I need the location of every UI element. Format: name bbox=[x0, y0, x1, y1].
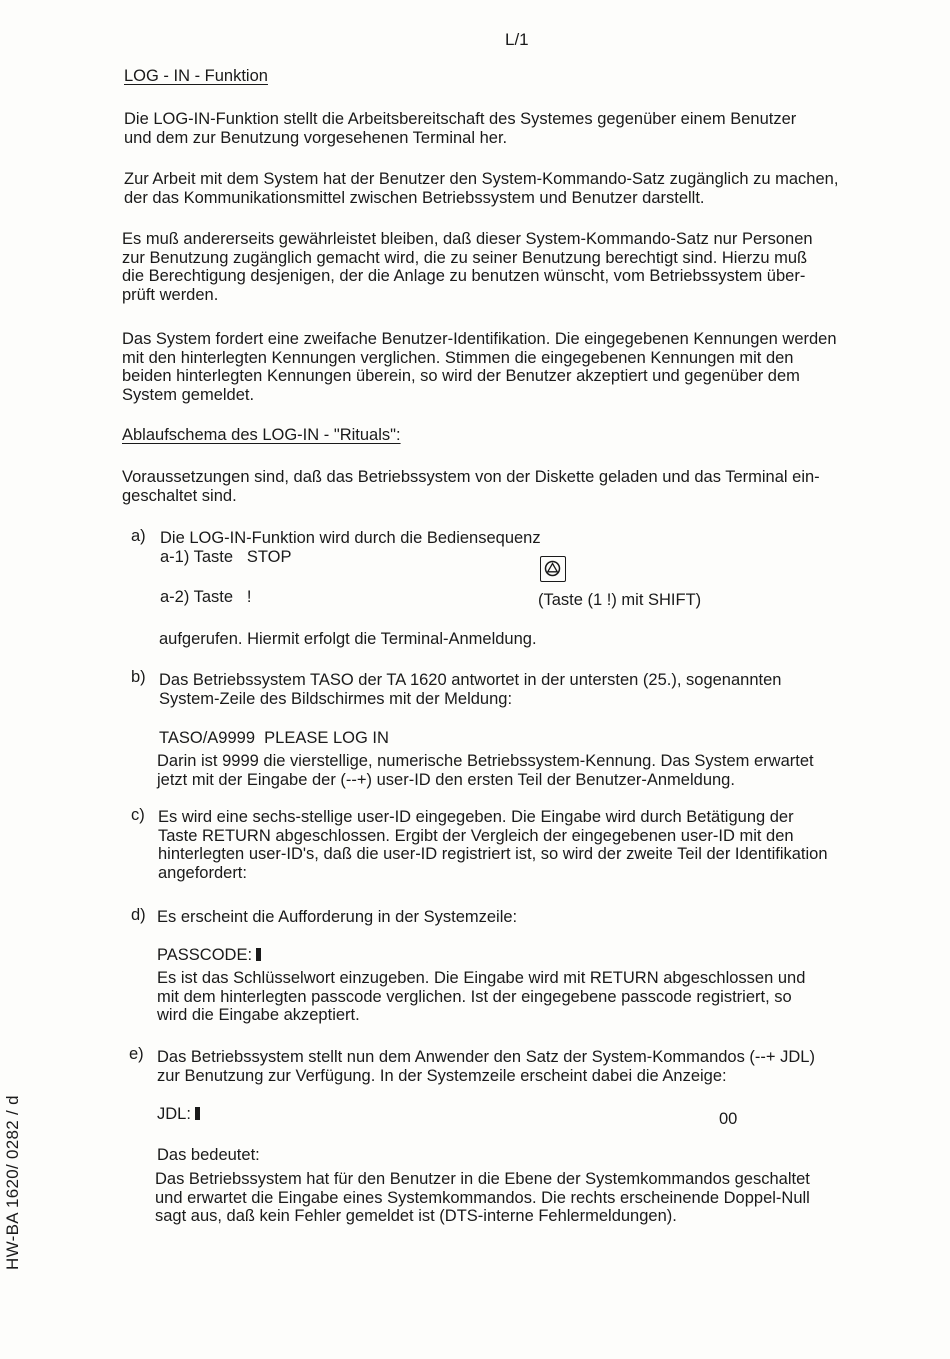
text-line: beiden hinterlegten Kennungen überein, so wird der Benutzer akzeptiert und gegenüber dem bbox=[122, 367, 800, 385]
step-e-label: e) bbox=[129, 1045, 144, 1063]
step-a-text: Die LOG-IN-Funktion wird durch die Bediensequenz bbox=[160, 529, 541, 547]
text-line: Zur Arbeit mit dem System hat der Benutzer den System-Kommando-Satz zugänglich zu machen, bbox=[124, 170, 839, 188]
intro-paragraph-2 bbox=[124, 170, 936, 207]
step-c-label: c) bbox=[131, 806, 145, 824]
cursor-block-icon bbox=[256, 948, 261, 961]
text-line: Das Betriebssystem stellt nun dem Anwender den Satz der System-Kommandos (--+ JDL) bbox=[157, 1048, 815, 1066]
text-line: mit den hinterlegten Kennungen verglichen. Stimmen die eingegebenen Kennungen mit den bbox=[122, 348, 794, 367]
step-b-explanation bbox=[157, 752, 902, 789]
text-line: jetzt mit der Eingabe der (--+) user-ID den ersten Teil der Benutzer-Anmeldung. bbox=[157, 770, 735, 789]
step-d-label: d) bbox=[131, 906, 146, 924]
step-d-text: Es erscheint die Aufforderung in der Systemzeile: bbox=[157, 908, 518, 926]
text-line: Das Betriebssystem TASO der TA 1620 antwortet in der untersten (25.), sogenannten bbox=[159, 671, 782, 689]
step-e-meaning bbox=[155, 1170, 905, 1226]
meaning-heading: Das bedeutet: bbox=[157, 1146, 260, 1164]
text-line: mit dem hinterlegten passcode verglichen. Ist der eingegebene passcode registriert, so bbox=[157, 987, 792, 1006]
text-line: Darin ist 9999 die vierstellige, numerische Betriebssystem-Kennung. Das System erwartet bbox=[157, 752, 814, 770]
text-line: und erwartet die Eingabe eines Systemkommandos. Die rechts erscheinende Doppel-Null bbox=[155, 1188, 810, 1207]
text-line: wird die Eingabe akzeptiert. bbox=[157, 1006, 360, 1024]
system-message: TASO/A9999 PLEASE LOG IN bbox=[159, 729, 389, 747]
text-line: die Berechtigung desjenigen, der die Anlage zu benutzen wünscht, vom Betriebssystem über- bbox=[122, 267, 806, 285]
text-line: zur Benutzung zur Verfügung. In der Systemzeile erscheint dabei die Anzeige: bbox=[157, 1066, 727, 1085]
step-a-sub2: a-2) Taste ! bbox=[160, 588, 252, 606]
passcode-prompt bbox=[157, 946, 261, 965]
step-d-explanation bbox=[157, 969, 902, 1025]
text-line: angefordert: bbox=[158, 863, 247, 882]
text-line: hinterlegten user-ID's, daß die user-ID registriert ist, so wird der zweite Teil der Identifikation bbox=[158, 845, 828, 863]
step-c-text bbox=[158, 808, 928, 882]
text-line: Das System fordert eine zweifache Benutzer-Identifikation. Die eingegebenen Kennungen werden bbox=[122, 330, 837, 348]
text-line: und dem zur Benutzung vorgesehenen Terminal her. bbox=[124, 128, 508, 147]
step-a-closing: aufgerufen. Hiermit erfolgt die Terminal-Anmeldung. bbox=[159, 630, 537, 648]
intro-paragraph-1 bbox=[124, 110, 936, 147]
jdl-prompt bbox=[157, 1105, 200, 1124]
text-line: zur Benutzung zugänglich gemacht wird, die zu seiner Benutzung berechtigt sind. Hierzu muß bbox=[122, 248, 808, 267]
section-subheading: Ablaufschema des LOG-IN - "Rituals": bbox=[122, 426, 401, 444]
intro-paragraph-4 bbox=[122, 330, 934, 404]
text-line: System gemeldet. bbox=[122, 385, 255, 404]
document-reference: HW-BA 1620/ 0282 / d bbox=[3, 1095, 22, 1270]
step-a-label: a) bbox=[131, 527, 146, 545]
text-line: Es ist das Schlüsselwort einzugeben. Die Eingabe wird mit RETURN abgeschlossen und bbox=[157, 969, 806, 987]
text-line: sagt aus, daß kein Fehler gemeldet ist (DTS-interne Fehlermeldungen). bbox=[155, 1207, 677, 1225]
text-line: Es wird eine sechs-stellige user-ID eingegeben. Die Eingabe wird durch Betätigung der bbox=[158, 808, 794, 826]
page-title: LOG - IN - Funktion bbox=[124, 67, 268, 85]
text-line: Voraussetzungen sind, daß das Betriebssystem von der Diskette geladen und das Terminal ein- bbox=[122, 468, 820, 486]
step-b-text bbox=[159, 671, 899, 708]
step-b-label: b) bbox=[131, 668, 146, 686]
stop-key-icon bbox=[540, 556, 566, 582]
jdl-prompt-label: JDL: bbox=[157, 1105, 191, 1123]
cursor-block-icon bbox=[195, 1107, 200, 1120]
text-line: geschaltet sind. bbox=[122, 486, 237, 505]
text-line: Es muß andererseits gewährleistet bleiben, daß dieser System-Kommando-Satz nur Personen bbox=[122, 230, 813, 248]
text-line: Das Betriebssystem hat für den Benutzer in die Ebene der Systemkommandos geschaltet bbox=[155, 1170, 810, 1188]
step-a-sub1: a-1) Taste STOP bbox=[160, 548, 292, 566]
intro-paragraph-3 bbox=[122, 230, 934, 304]
step-e-text bbox=[157, 1048, 917, 1085]
text-line: Taste RETURN abgeschlossen. Ergibt der Vergleich der eingegebenen user-ID mit den bbox=[158, 826, 794, 845]
prerequisites-paragraph bbox=[122, 468, 934, 505]
text-line: der das Kommunikationsmittel zwischen Betriebssystem und Benutzer darstellt. bbox=[124, 188, 705, 207]
text-line: prüft werden. bbox=[122, 285, 219, 304]
text-line: Die LOG-IN-Funktion stellt die Arbeitsbereitschaft des Systemes gegenüber einem Benutzer bbox=[124, 110, 797, 128]
status-code: 00 bbox=[719, 1110, 738, 1128]
step-a-sub2-note: (Taste (1 !) mit SHIFT) bbox=[538, 591, 702, 609]
text-line: System-Zeile des Bildschirmes mit der Meldung: bbox=[159, 689, 513, 708]
passcode-prompt-label: PASSCODE: bbox=[157, 946, 253, 964]
page-number: L/1 bbox=[505, 30, 529, 49]
